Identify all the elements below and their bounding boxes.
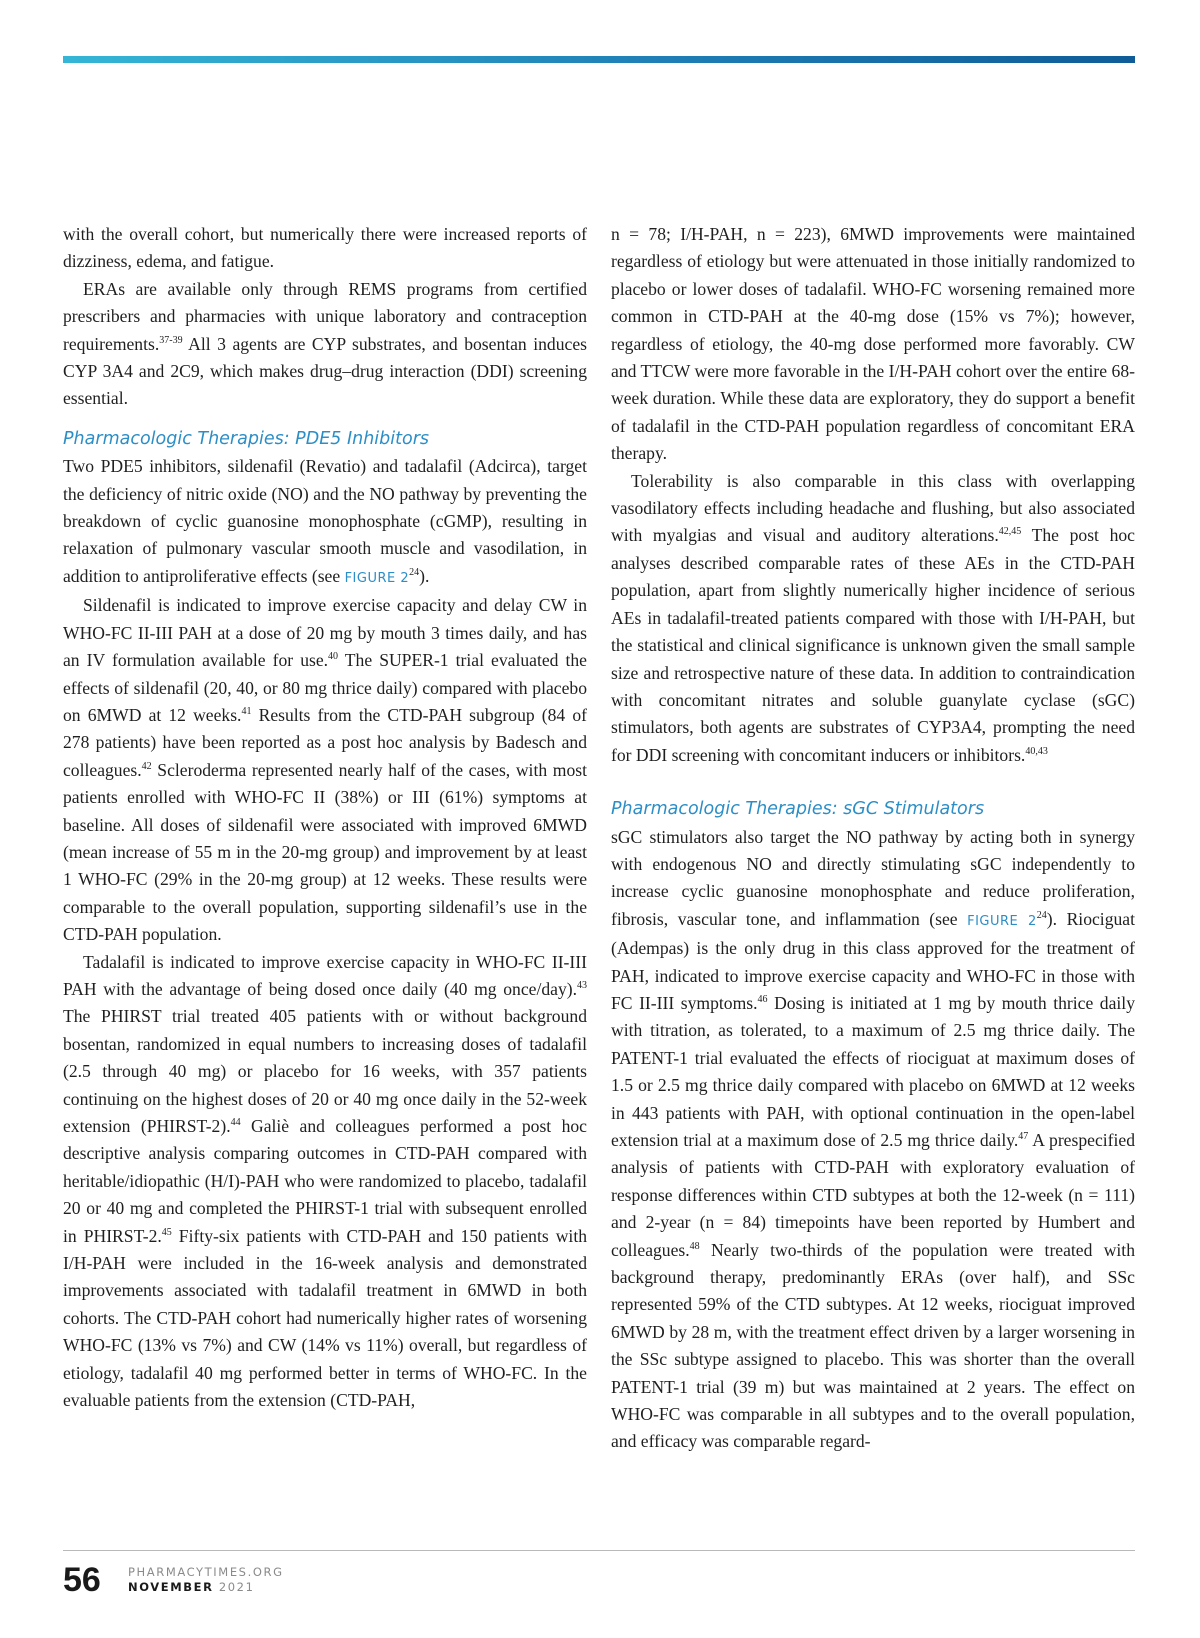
publication-month: NOVEMBER	[128, 1580, 214, 1594]
publication-date	[128, 1580, 284, 1595]
citation: 45	[161, 1226, 172, 1238]
footer-divider	[63, 1550, 1135, 1551]
citation: 46	[757, 993, 768, 1005]
figure-reference-link[interactable]: FIGURE 2	[344, 570, 410, 586]
paragraph-tolerability: Tolerability is also comparable in this class with overlapping vasodilatory effects including headache and flushing, but also associated with myalgias and visual and auditory alterations.$^{42,45}$ The post hoc analyses described comparable rates of these AEs in the CTD-PAH population, apart from slightly numerically higher incidence of serious AEs in tadalafil-treated patients compared with those with I/H-PAH, but the statistical and clinical significance is unknown given the small sample size and retrospective nature of these data. In addition to contraindication with concomitant nitrates and soluble guanylate cyclase (sGC) stimulators, both agents are substrates of CYP3A4, prompting the need for DDI screening with concomitant inducers or inhibitors.$^{40,43}$	[611, 470, 1135, 765]
paragraph-eras: ERAs are available only through REMS programs from certified prescribers and pharmacies with unique laboratory and contraception requirements.$^{37-39}$ All 3 agents are CYP substrates, and bosentan induces CYP 3A4 and 2C9, which makes drug–drug interaction (DDI) screening essential.	[63, 278, 587, 409]
paragraph-tadalafil-continued: n = 78; I/H-PAH, n = 223), 6MWD improvements were maintained regardless of etiology but were attenuated in those initially randomized to placebo or lower doses of tadalafil. WHO-FC worsening remained more common in CTD-PAH at the 40-mg dose (15% vs 7%); however, regardless of etiology, the 40-mg dose performed more favorably. CW and TTCW were more favorable in the I/H-PAH cohort over the entire 68-week duration. While these data are exploratory, they do support a benefit of tadalafil in the CTD-PAH population regardless of concomitant ERA therapy.	[611, 224, 1135, 464]
citation: 44	[230, 1117, 241, 1128]
citation: 24	[1036, 909, 1047, 921]
publication-site: PHARMACYTIMES.ORG	[128, 1565, 284, 1579]
figure-reference-link[interactable]: FIGURE 2	[967, 913, 1037, 929]
page-number: 56	[63, 1561, 101, 1599]
citation: 48	[689, 1240, 700, 1252]
citation: 37-39	[159, 334, 183, 346]
citation: 40	[328, 651, 339, 663]
citation: 41	[241, 705, 252, 717]
paragraph-sildenafil: Sildenafil is indicated to improve exercise capacity and delay CW in WHO-FC II-III PAH at a dose of 20 mg by mouth 3 times daily, and has an IV formulation available for use.$^{40}$ The SUPER-1 trial evaluated the effects of sildenafil (20, 40, or 80 mg thrice daily) compared with placebo on 6MWD at 12 weeks.$^{41}$ Results from the CTD-PAH subgroup (84 of 278 patients) have been reported as a post hoc analysis by Badesch and colleagues.$^{42}$ Scleroderma represented nearly half of the cases, with most patients enrolled with WHO-FC II (38%) or III (61%) symptoms at baseline. All doses of sildenafil were associated with improved 6MWD (mean increase of 55 m in the 20-mg group) and improvement by at least 1 WHO-FC (29% in the 20-mg group) at 12 weeks. These results were comparable to the overall population, supporting sildenafil’s use in the CTD-PAH population.	[63, 595, 587, 945]
paragraph-tadalafil: Tadalafil is indicated to improve exercise capacity in WHO-FC II-III PAH with the advantage of being dosed once daily (40 mg once/day).$^{43}$ The PHIRST trial treated 405 patients with or without background bosentan, randomized in equal numbers to increasing doses of tadalafil (2.5 through 40 mg) or placebo for 16 weeks, with 357 patients continuing on the highest doses of 20 or 40 mg once daily in the 52-week extension (PHIRST-2).$^{44}$ Galiè and colleagues performed a post hoc descriptive analysis comparing outcomes in CTD-PAH compared with heritable/idiopathic (H/I)-PAH who were randomized to placebo, tadalafil 20 or 40 mg and completed the PHIRST-1 trial with subsequent enrolled in PHIRST-2.45 Fifty-six patients with CTD-PAH and 150 patients with I/H-PAH were included in the 16-week analysis and demonstrated improvements associated with tadalafil treatment in 6MWD in both cohorts. The CTD-PAH cohort had numerically higher rates of worsening WHO-FC (13% vs 7%) and CW (14% vs 11%) overall, but regardless of etiology, tadalafil 40 mg performed better in terms of WHO-FC. In the evaluable patients from the extension (CTD-PAH,	[63, 951, 587, 1411]
paragraph-continuation: with the overall cohort, but numerically there were increased reports of dizziness, edema, and fatigue.	[63, 224, 587, 272]
citation: 42,45	[998, 526, 1022, 538]
publication-year: 2021	[218, 1580, 255, 1594]
header-accent-bar	[63, 56, 1135, 63]
paragraph-sgc: sGC stimulators also target the NO pathway by acting both in synergy with endogenous NO and directly stimulating sGC independently to increase cyclic guanosine monophosphate and reduce proliferation, fibrosis, vascular tone, and inflammation (see FIGURE $2^{24}$). Riociguat (Adempas) is the only drug in this class approved for the treatment of PAH, indicated to improve exercise capacity and WHO-FC in those with FC II-III symptoms.$^{46}$ Dosing is initiated at 1 mg by mouth thrice daily with titration, as tolerated, to a maximum of 2.5 mg thrice daily. The PATENT-1 trial evaluated the effects of riociguat at maximum doses of 1.5 or 2.5 mg thrice daily compared with placebo on 6MWD at 12 weeks in 443 patients with PAH, with optional continuation in the open-label extension trial at a maximum dose of 2.5 mg thrice daily.$^{47}$ A prespecified analysis of patients with CTD-PAH with exploratory evaluation of response differences within CTD subtypes at both the 12-week (n = 111) and 2-year (n = 84) timepoints have been reported by Humbert and colleagues.$^{48}$ Nearly two-thirds of the population were treated with background therapy, predominantly ERAs (over half), and SSc represented 59% of the CTD subtypes. At 12 weeks, riociguat improved 6MWD by 28 m, with the treatment effect driven by a larger worsening in the SSc subtype assigned to placebo. This was shorter than the overall PATENT-1 trial (39 m) but was maintained at 2 years. The effect on WHO-FC was comparable in all subtypes and to the overall population, and efficacy was comparable regard-	[611, 826, 1135, 1452]
section-heading-sgc: Pharmacologic Therapies: sGC Stimulators	[611, 799, 985, 820]
paragraph-pde5-intro: Two PDE5 inhibitors, sildenafil (Revatio) and tadalafil (Adcirca), target the deficiency of nitric oxide (NO) and the NO pathway by preventing the breakdown of cyclic guanosine monophosphate (cGMP), resulting in relaxation of pulmonary vascular smooth muscle and vasodilation, in addition to antiproliferative effects (see FIGURE $2^{24}$).	[63, 456, 587, 586]
right-column	[611, 221, 1135, 1456]
citation: 43	[577, 979, 587, 991]
citation: 47	[1018, 1131, 1029, 1142]
section-heading-pde5: Pharmacologic Therapies: PDE5 Inhibitors	[63, 428, 430, 449]
citation: 40,43	[1025, 745, 1048, 757]
citation: 24	[409, 566, 420, 578]
citation: 42	[141, 760, 152, 772]
left-column	[63, 221, 587, 1414]
publication-info	[128, 1565, 284, 1595]
